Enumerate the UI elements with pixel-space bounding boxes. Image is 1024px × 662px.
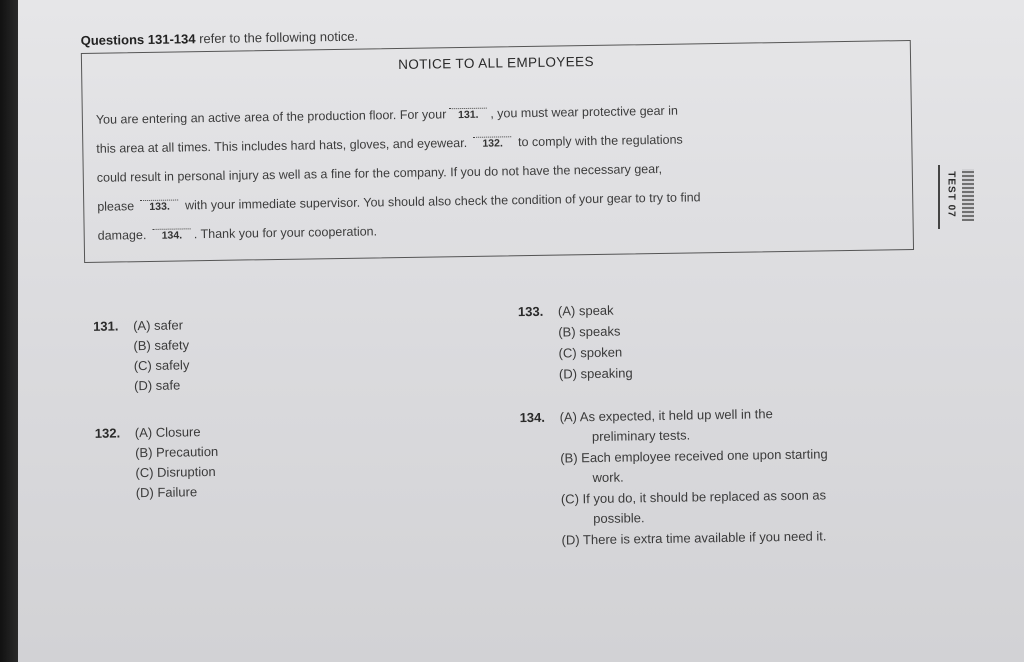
- option-c-continued: possible.: [593, 510, 645, 527]
- question-133: [518, 301, 719, 384]
- test-number-label: TEST 07: [945, 171, 957, 218]
- test-section-tab: [936, 165, 976, 229]
- option-d[interactable]: (D) speaking: [558, 365, 633, 382]
- blank-131[interactable]: [449, 108, 487, 122]
- notice-text: please: [97, 199, 135, 214]
- notice-text: , you must wear protective gear in: [490, 103, 678, 121]
- option-a[interactable]: (A) safer: [133, 317, 184, 334]
- option-b-continued: work.: [592, 469, 624, 486]
- binder-edge: [0, 0, 18, 662]
- notice-box: [81, 40, 914, 263]
- option-a[interactable]: (A) As expected, it held up well in the: [559, 406, 773, 425]
- notice-text: . Thank you for your cooperation.: [193, 224, 378, 242]
- questions-range: Questions 131-134: [80, 31, 196, 49]
- option-b[interactable]: (B) safety: [133, 337, 190, 354]
- test-page: [18, 0, 1024, 662]
- option-c[interactable]: (C) safely: [133, 357, 190, 374]
- blank-133[interactable]: [140, 200, 178, 214]
- question-134: [520, 404, 922, 550]
- option-d[interactable]: (D) safe: [133, 377, 181, 394]
- option-d[interactable]: (D) There is extra time available if you need it.: [561, 528, 827, 548]
- option-b[interactable]: (B) speaks: [558, 323, 621, 340]
- notice-text: damage.: [97, 228, 147, 243]
- question-number: 132.: [94, 425, 121, 441]
- question-number: 131.: [93, 318, 119, 334]
- question-131: [93, 316, 294, 399]
- tab-divider: [938, 165, 940, 229]
- notice-body: [96, 93, 898, 251]
- blank-number: 131.: [458, 108, 479, 122]
- option-a[interactable]: (A) Closure: [134, 424, 201, 441]
- question-132: [95, 422, 316, 505]
- option-c[interactable]: (C) Disruption: [135, 463, 216, 481]
- option-c[interactable]: (C) If you do, it should be replaced as soon as: [560, 487, 827, 507]
- question-number: 133.: [517, 303, 544, 320]
- option-b[interactable]: (B) Precaution: [135, 443, 219, 461]
- blank-number: 133.: [149, 200, 170, 214]
- question-number: 134.: [519, 409, 546, 426]
- option-b[interactable]: (B) Each employee received one upon starting: [560, 446, 828, 466]
- notice-text: with your immediate supervisor. You should also check the condition of your gear to try to find: [184, 190, 701, 213]
- page-content: [18, 0, 1024, 662]
- blank-132[interactable]: [474, 136, 512, 150]
- questions-intro: [81, 29, 359, 48]
- blank-number: 132.: [482, 137, 503, 150]
- tab-stripes: [962, 169, 974, 221]
- notice-text: this area at all times. This includes hard hats, gloves, and eyewear.: [96, 135, 468, 156]
- option-a[interactable]: (A) speak: [557, 302, 614, 319]
- blank-number: 134.: [161, 229, 183, 242]
- notice-title: NOTICE TO ALL EMPLOYEES: [398, 53, 595, 73]
- notice-text: to comply with the regulations: [517, 132, 683, 150]
- option-a-continued: preliminary tests.: [591, 427, 691, 445]
- blank-134[interactable]: [153, 229, 191, 243]
- notice-text: could result in personal injury as well as a fine for the company. If you do not have the necessary gear,: [96, 161, 663, 185]
- intro-text: refer to the following notice.: [199, 28, 359, 47]
- notice-text: You are entering an active area of the production floor. For your: [95, 107, 447, 127]
- option-c[interactable]: (C) spoken: [558, 344, 623, 361]
- option-d[interactable]: (D) Failure: [135, 484, 198, 501]
